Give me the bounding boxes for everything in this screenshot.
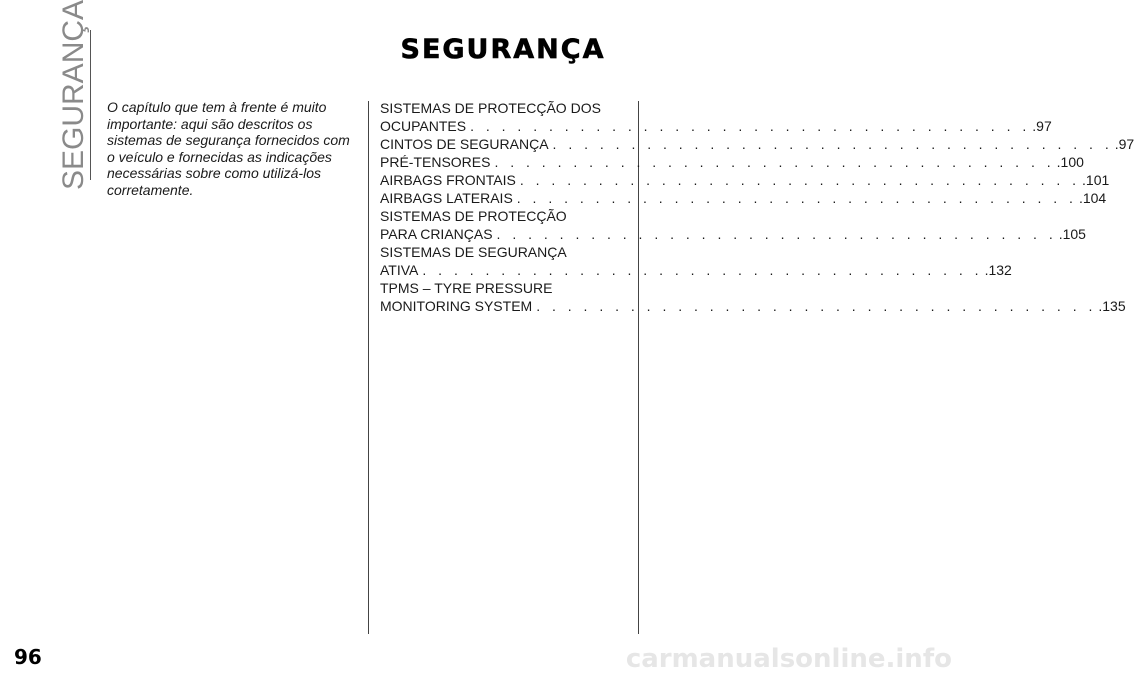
toc-leader-dots: . . . . . . . . . . . . . . . . . . . . . . . . . . . . . . . . . . . . [422,262,983,278]
watermark: carmanualsonline.info [625,644,952,674]
toc-entry-label: CINTOS DE SEGURANÇA [380,136,549,152]
toc-leader-dots: . . . . . . . . . . . . . . . . . . . . . . . . . . . . . . . . . . . . [536,298,1097,314]
toc-entry-page: .97 [1032,118,1052,134]
toc-entry-label: AIRBAGS LATERAIS [380,190,513,206]
toc-entry-page: .101 [1082,172,1110,188]
toc-entry-title-line: SISTEMAS DE SEGURANÇA [380,244,567,260]
toc-leader-dots: . . . . . . . . . . . . . . . . . . . . . . . . . . . . . . . . . . . . [552,136,1113,152]
toc-entry-line [380,225,1086,243]
toc-leader-dots: . . . . . . . . . . . . . . . . . . . . . . . . . . . . . . . . . . . . [496,226,1057,242]
toc-entry[interactable] [380,189,1107,207]
toc-entry-page: .135 [1098,298,1126,314]
toc-entry-label: MONITORING SYSTEM [380,298,533,314]
toc-entry-line [380,189,1107,207]
toc-entry[interactable] [380,243,1012,279]
toc-entry-line [380,135,1134,153]
toc-leader-dots: . . . . . . . . . . . . . . . . . . . . . . . . . . . . . . . . . . . . [516,190,1077,206]
toc-leader-dots: . . . . . . . . . . . . . . . . . . . . . . . . . . . . . . . . . . . . [494,154,1055,170]
table-of-contents [380,99,1134,315]
toc-entry-label: PRÉ-TENSORES [380,154,491,170]
toc-entry-page: .100 [1056,154,1084,170]
toc-entry-label: PARA CRIANÇAS [380,226,493,242]
toc-leader-dots: . . . . . . . . . . . . . . . . . . . . . . . . . . . . . . . . . . . . [470,118,1031,134]
toc-entry-title-line: SISTEMAS DE PROTECÇÃO DOS [380,100,601,116]
toc-leader-dots: . . . . . . . . . . . . . . . . . . . . . . . . . . . . . . . . . . . . [519,172,1081,188]
side-tab-label: SEGURANÇA [57,0,90,190]
toc-entry-label: ATIVA [380,262,419,278]
toc-entry-line [380,171,1110,189]
toc-entry-line [380,297,1126,315]
toc-entry[interactable] [380,135,1134,153]
toc-entry-label: OCUPANTES [380,118,467,134]
intro-paragraph: O capítulo que tem à frente é muito importante: aqui são descritos os sistemas de segurança fornecidos com o veículo e fornecidas as indicações necessárias sobre como utilizá-los corretamente. [107,99,350,198]
toc-entry[interactable] [380,99,1052,135]
toc-entry-title-line: SISTEMAS DE PROTECÇÃO [380,208,567,224]
toc-entry-line [380,117,1052,135]
toc-entry[interactable] [380,279,1126,315]
toc-entry-page: .97 [1114,136,1134,152]
page-number: 96 [14,645,42,669]
toc-entry-line [380,261,1012,279]
side-tab [54,0,94,190]
toc-entry-page: .132 [984,262,1012,278]
toc-entry[interactable] [380,171,1110,189]
toc-entry-line [380,153,1084,171]
toc-entry-label: AIRBAGS FRONTAIS [380,172,516,188]
toc-entry-page: .105 [1058,226,1086,242]
toc-entry[interactable] [380,207,1086,243]
side-tab-divider [90,30,91,180]
toc-entry[interactable] [380,153,1084,171]
chapter-title: SEGURANÇA [400,34,606,65]
column-divider-left [368,101,369,634]
toc-entry-title-line: TPMS – TYRE PRESSURE [380,280,553,296]
toc-entry-page: .104 [1078,190,1107,206]
